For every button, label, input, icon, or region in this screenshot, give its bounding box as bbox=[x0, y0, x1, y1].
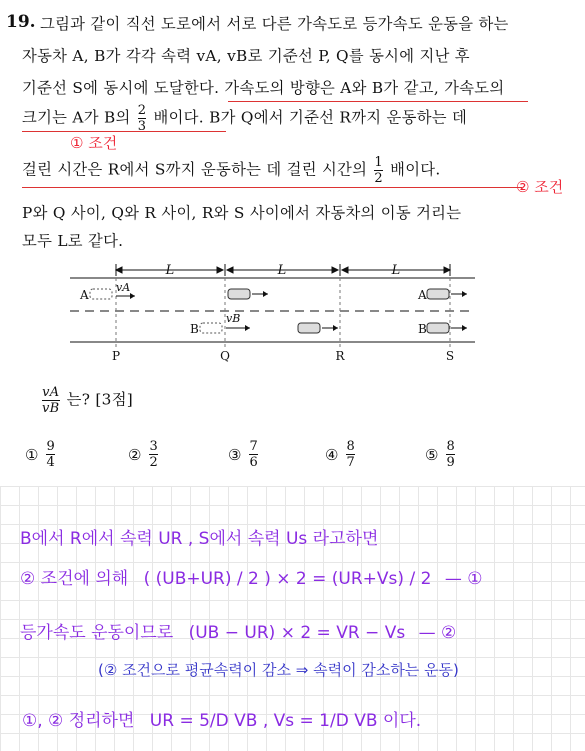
car-a-label-start: A bbox=[80, 288, 89, 302]
choice-4[interactable]: ④ $\frac{8}{7}$ bbox=[325, 439, 355, 470]
label-r: R bbox=[335, 349, 345, 363]
car-b-end-icon bbox=[427, 323, 449, 333]
fraction-one-half: $\frac{1}{2}$ bbox=[374, 155, 383, 186]
problem-line-4 bbox=[22, 104, 467, 133]
line4-pre: 크기는 A가 B의 bbox=[22, 108, 131, 127]
car-a-start-icon bbox=[90, 289, 112, 299]
car-b-mid-icon bbox=[298, 323, 320, 333]
problem-line-7: 모두 L로 같다. bbox=[22, 232, 124, 250]
label-q: Q bbox=[220, 349, 230, 363]
line5-post: 배이다. bbox=[390, 160, 441, 179]
note-line-2-eq: ( (UB+UR) / 2 ) × 2 = (UR+Vs) / 2 bbox=[143, 569, 432, 589]
car-b-start-icon bbox=[200, 323, 222, 333]
note-line-5 bbox=[22, 706, 421, 731]
choice-1[interactable]: ① $\frac{9}{4}$ bbox=[25, 439, 55, 470]
choice-5[interactable]: ⑤ $\frac{8}{9}$ bbox=[425, 439, 455, 470]
choice-3[interactable]: ③ $\frac{7}{6}$ bbox=[228, 439, 258, 470]
underline-cond2 bbox=[22, 187, 522, 188]
problem-line-6: P와 Q 사이, Q와 R 사이, R와 S 사이에서 자동차의 이동 거리는 bbox=[22, 204, 462, 222]
note-line-3 bbox=[20, 618, 456, 643]
note-line-2-label: ② 조건에 의해 bbox=[20, 569, 129, 589]
note-line-5-pre: ①, ② 정리하면 bbox=[22, 711, 135, 731]
note-line-4: (② 조건으로 평균속력이 감소 ⇒ 속력이 감소하는 운동) bbox=[98, 661, 459, 679]
label-p: P bbox=[111, 349, 121, 363]
annotation-cond1: ① 조건 bbox=[70, 134, 118, 152]
underline-cond1-b bbox=[22, 131, 226, 132]
choice-2[interactable]: ② $\frac{3}{2}$ bbox=[128, 439, 158, 470]
note-line-3-tag: — ② bbox=[418, 623, 457, 643]
problem-line-2: 자동차 A, B가 각각 속력 vA, vB로 기준선 P, Q를 동시에 지난 후 bbox=[22, 47, 470, 65]
va-label: vA bbox=[116, 281, 131, 294]
problem-line-5 bbox=[22, 156, 441, 185]
label-s: S bbox=[445, 349, 455, 363]
fraction-two-thirds: $\frac{2}{3}$ bbox=[137, 103, 147, 134]
underline-cond1-a bbox=[228, 101, 528, 102]
question-ask bbox=[40, 386, 133, 415]
car-a-label-end: A bbox=[418, 288, 427, 302]
line4-post: 배이다. B가 Q에서 기준선 R까지 운동하는 데 bbox=[153, 108, 468, 127]
car-b-label-end: B bbox=[418, 322, 427, 336]
note-line-3-label: 등가속도 운동이므로 bbox=[20, 623, 174, 643]
problem-line-1: 그림과 같이 직선 도로에서 서로 다른 가속도로 등가속도 운동을 하는 bbox=[40, 15, 509, 33]
note-line-2 bbox=[20, 564, 482, 589]
car-b-label-start: B bbox=[190, 322, 199, 336]
ask-text: 는? [3점] bbox=[66, 390, 134, 409]
dist-label-1: L bbox=[165, 263, 175, 278]
road-figure bbox=[60, 258, 480, 366]
car-a-end-icon bbox=[427, 289, 449, 299]
annotation-cond2: ② 조건 bbox=[516, 178, 564, 196]
problem-line-3: 기준선 S에 동시에 도달한다. 가속도의 방향은 A와 B가 같고, 가속도의 bbox=[22, 79, 505, 97]
vb-label: vB bbox=[226, 312, 241, 325]
line5-pre: 걸린 시간은 R에서 S까지 운동하는 데 걸린 시간의 bbox=[22, 160, 368, 179]
note-line-3-eq: (UB − UR) × 2 = VR − Vs bbox=[188, 623, 406, 643]
note-line-2-tag: — ① bbox=[444, 569, 483, 589]
note-line-1: B에서 R에서 속력 UR , S에서 속력 Us 라고하면 bbox=[20, 529, 379, 549]
note-line-5-eq: UR = 5/D VB , Vs = 1/D VB 이다. bbox=[149, 711, 422, 731]
car-a-mid-icon bbox=[228, 289, 250, 299]
dist-label-3: L bbox=[391, 263, 401, 278]
ratio-fraction: $\frac{vA}{vB}$ bbox=[42, 385, 60, 416]
dist-label-2: L bbox=[277, 263, 287, 278]
question-number: 19. bbox=[6, 12, 36, 32]
handwritten-notes bbox=[0, 486, 585, 751]
